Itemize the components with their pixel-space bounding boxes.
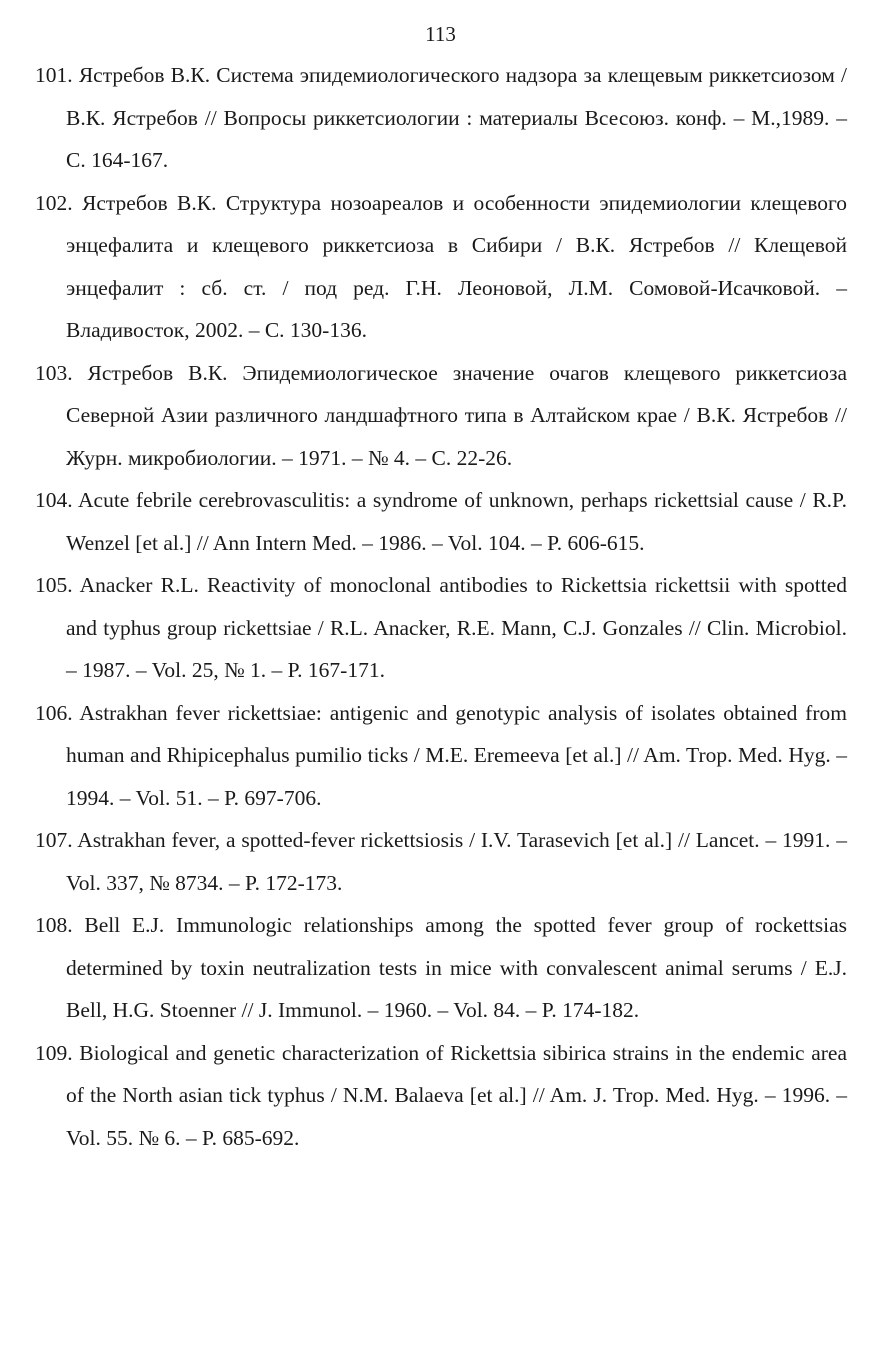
reference-item (35, 479, 847, 564)
reference-item (35, 904, 847, 1032)
reference-number: 103. (35, 360, 73, 385)
reference-text: Astrakhan fever rickettsiae: antigenic and genotypic analysis of isolates obtained from human and Rhipicephalus pumilio ticks / M.E. Eremeeva [et al.] // Am. Trop. Med. Hyg. – 1994. – Vol. 51. – P. 697-706. (66, 700, 847, 810)
reference-item (35, 54, 847, 182)
reference-number: 102. (35, 190, 73, 215)
reference-text: Bell E.J. Immunologic relationships among the spotted fever group of rockettsias determined by toxin neutralization tests in mice with convalescent animal serums / E.J. Bell, H.G. Stoenner // J. Immunol. – 1960. – Vol. 84. – P. 174-182. (66, 913, 848, 1022)
reference-item (35, 819, 847, 904)
reference-number: 104. (35, 488, 73, 512)
reference-number: 109. (35, 1040, 73, 1065)
page-number: 113 (425, 22, 456, 46)
reference-text: Ястребов В.К. Система эпидемиологического надзора за клещевым риккетсиозом / В.К. Ястребов // Вопросы риккетсиологии : материалы Всесоюз. конф. – М.,1989. – С. 164-167. (66, 63, 848, 172)
reference-text: Ястребов В.К. Эпидемиологическое значение очагов клещевого риккетсиоза Северной Азии различного ландшафтного типа в Алтайском крае / В.К. Ястребов // Журн. микробиологии. – 1971. – № 4. – С. 22-26. (66, 360, 848, 470)
reference-text: Biological and genetic characterization of Rickettsia sibirica strains in the endemic area of the North asian tick typhus / N.M. Balaeva [et al.] // Am. J. Trop. Med. Hyg. – 1996. – Vol. 55. № 6. – P. 685-692. (66, 1040, 848, 1150)
reference-number: 101. (35, 63, 73, 87)
reference-text: Astrakhan fever, a spotted-fever rickettsiosis / I.V. Tarasevich [et al.] // Lancet. – 1991. – Vol. 337, № 8734. – P. 172-173. (66, 828, 847, 895)
reference-text: Anacker R.L. Reactivity of monoclonal antibodies to Rickettsia rickettsii with spotted and typhus group rickettsiae / R.L. Anacker, R.E. Mann, C.J. Gonzales // Clin. Microbiol. – 1987. – Vol. 25, № 1. – P. 167-171. (66, 573, 847, 682)
reference-number: 106. (35, 700, 73, 725)
reference-number: 108. (35, 913, 73, 937)
reference-item (35, 1032, 847, 1160)
reference-list (35, 54, 847, 1159)
reference-item (35, 692, 847, 820)
reference-item (35, 564, 847, 692)
reference-text: Acute febrile cerebrovasculitis: a syndrome of unknown, perhaps rickettsial cause / R.P. Wenzel [et al.] // Ann Intern Med. – 1986. – Vol. 104. – P. 606-615. (66, 488, 847, 555)
reference-item (35, 352, 847, 480)
reference-number: 107. (35, 828, 73, 852)
reference-number: 105. (35, 573, 73, 597)
reference-text: Ястребов В.К. Структура нозоареалов и особенности эпидемиологии клещевого энцефалита и клещевого риккетсиоза в Сибири / В.К. Ястребов // Клещевой энцефалит : сб. ст. / под ред. Г.Н. Леоновой, Л.М. Сомовой-Исачковой. – Владивосток, 2002. – С. 130-136. (66, 190, 848, 342)
reference-item (35, 182, 847, 352)
